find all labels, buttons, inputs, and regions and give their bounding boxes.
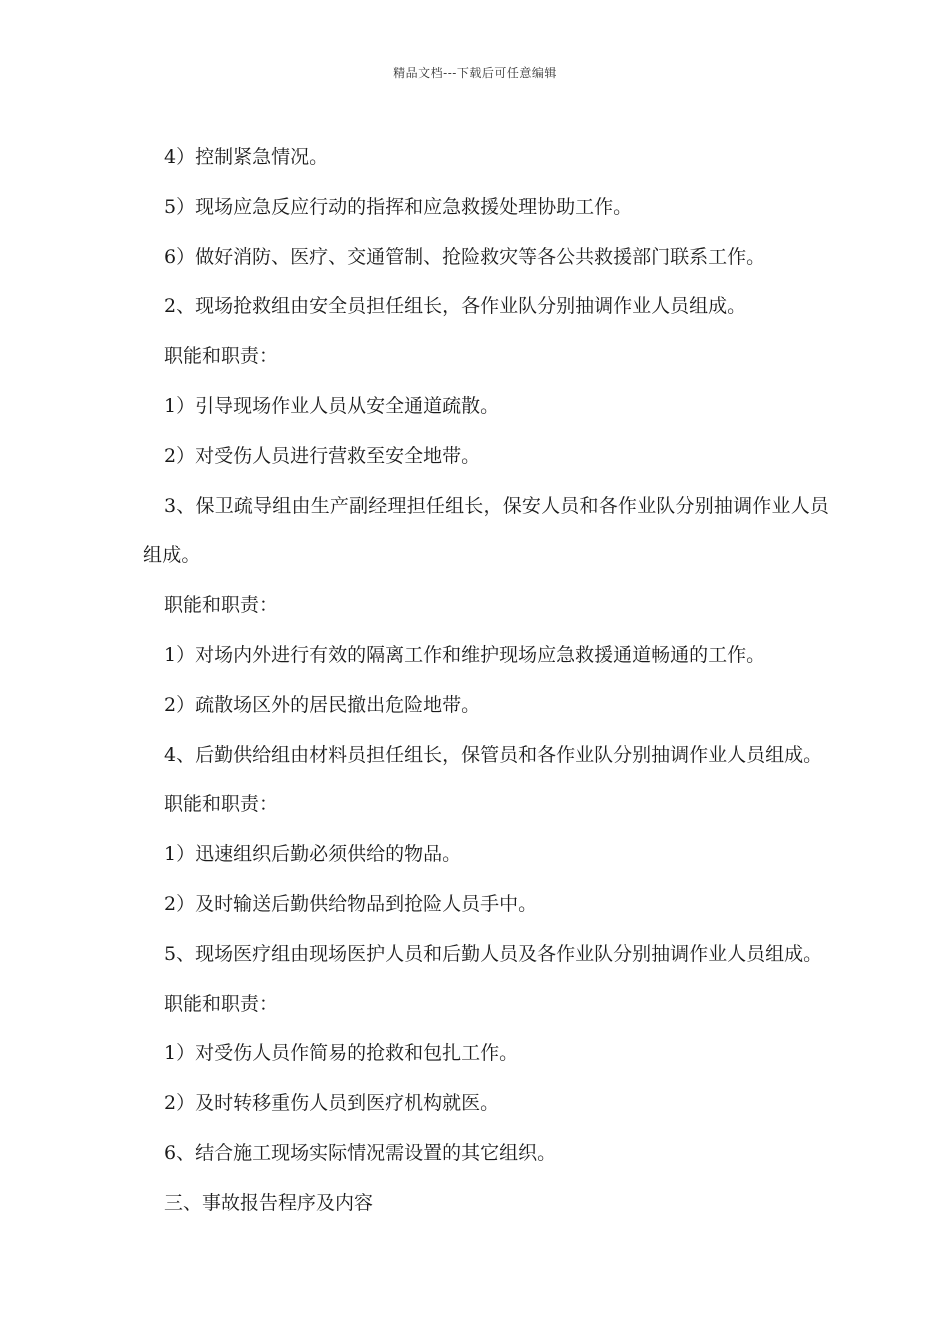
paragraph-8: 3、保卫疏导组由生产副经理担任组长，保安人员和各作业队分别抽调作业人员组成。 — [143, 494, 830, 567]
paragraph-20: 6、结合施工现场实际情况需设置的其它组织。 — [164, 1141, 557, 1164]
paragraph-11: 2）疏散场区外的居民撤出危险地带。 — [164, 693, 481, 716]
document-body — [143, 133, 833, 1229]
paragraph-12: 4、后勤供给组由材料员担任组长，保管员和各作业队分别抽调作业人员组成。 — [164, 743, 823, 766]
paragraph-21: 三、事故报告程序及内容 — [164, 1191, 374, 1214]
paragraph-16: 5、现场医疗组由现场医护人员和后勤人员及各作业队分别抽调作业人员组成。 — [164, 942, 823, 965]
paragraph-1: 4）控制紧急情况。 — [164, 146, 329, 168]
paragraph-7: 2）对受伤人员进行营救至安全地带。 — [164, 444, 481, 467]
paragraph-17: 职能和职责： — [164, 992, 279, 1015]
paragraph-9: 职能和职责： — [164, 594, 279, 617]
paragraph-18: 1）对受伤人员作简易的抢救和包扎工作。 — [164, 1042, 519, 1065]
paragraph-10: 1）对场内外进行有效的隔离工作和维护现场应急救援通道畅通的工作。 — [164, 643, 766, 666]
paragraph-2: 5）现场应急反应行动的指挥和应急救援处理协助工作。 — [164, 195, 633, 218]
paragraph-3: 6）做好消防、医疗、交通管制、抢险救灾等各公共救援部门联系工作。 — [164, 245, 766, 268]
paragraph-19: 2）及时转移重伤人员到医疗机构就医。 — [164, 1092, 500, 1115]
paragraph-14: 1）迅速组织后勤必须供给的物品。 — [164, 843, 462, 866]
paragraph-6: 1）引导现场作业人员从安全通道疏散。 — [164, 394, 500, 417]
paragraph-13: 职能和职责： — [164, 793, 279, 816]
paragraph-4: 2、现场抢救组由安全员担任组长，各作业队分别抽调作业人员组成。 — [164, 295, 747, 318]
paragraph-5: 职能和职责： — [164, 345, 279, 368]
paragraph-15: 2）及时输送后勤供给物品到抢险人员手中。 — [164, 892, 538, 915]
page-header: 精品文档---下载后可任意编辑 — [393, 66, 557, 80]
